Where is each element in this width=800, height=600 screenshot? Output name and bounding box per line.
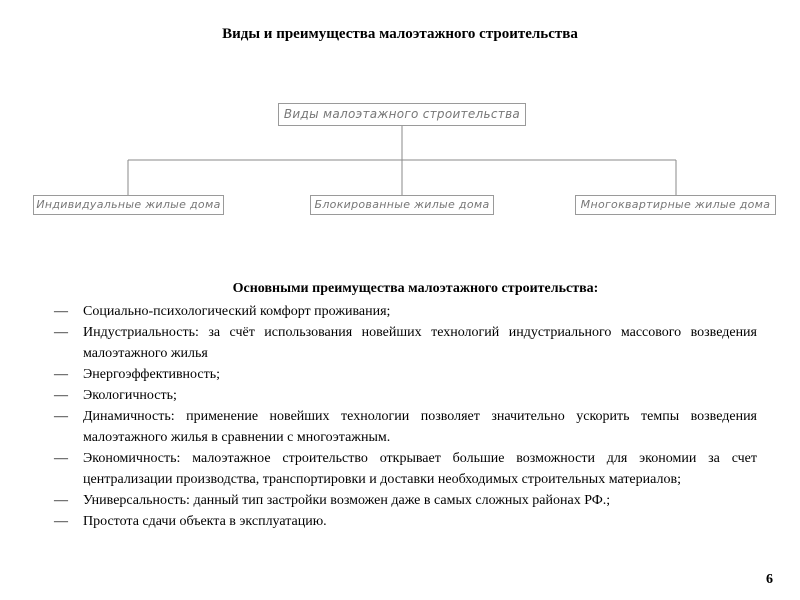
diagram-node-blocked: Блокированные жилые дома	[310, 195, 494, 215]
diagram-node-individual: Индивидуальные жилые дома	[33, 195, 224, 215]
page-number: 6	[766, 572, 773, 587]
advantages-heading: Основными преимущества малоэтажного строительства:	[232, 281, 599, 296]
list-item: — Динамичность: применение новейших технологии позволяет значительно ускорить темпы возведения малоэтажного жилья в сравнении с многоэтажным.	[54, 406, 757, 448]
advantages-section	[54, 278, 757, 532]
types-diagram	[0, 0, 800, 230]
list-item: — Простота сдачи объекта в эксплуатацию.	[54, 511, 757, 532]
advantages-list	[54, 301, 757, 532]
diagram-node-apartment: Многоквартирные жилые дома	[575, 195, 776, 215]
list-item: — Энергоэффективность;	[54, 364, 757, 385]
list-item: — Социально-психологический комфорт проживания;	[54, 301, 757, 322]
list-item: — Индустриальность: за счёт использования новейших технологий индустриального массового возведения малоэтажного жилья	[54, 322, 757, 364]
list-item: — Универсальность: данный тип застройки возможен даже в самых сложных районах РФ.;	[54, 490, 757, 511]
list-item: — Экономичность: малоэтажное строительство открывает большие возможности для экономии за счет централизации производства, транспортировки и доставки необходимых строительных материалов;	[54, 448, 757, 490]
slide-title: Виды и преимущества малоэтажного строительства	[222, 26, 578, 42]
diagram-root-node: Виды малоэтажного строительства	[278, 103, 526, 126]
list-item: — Экологичность;	[54, 385, 757, 406]
